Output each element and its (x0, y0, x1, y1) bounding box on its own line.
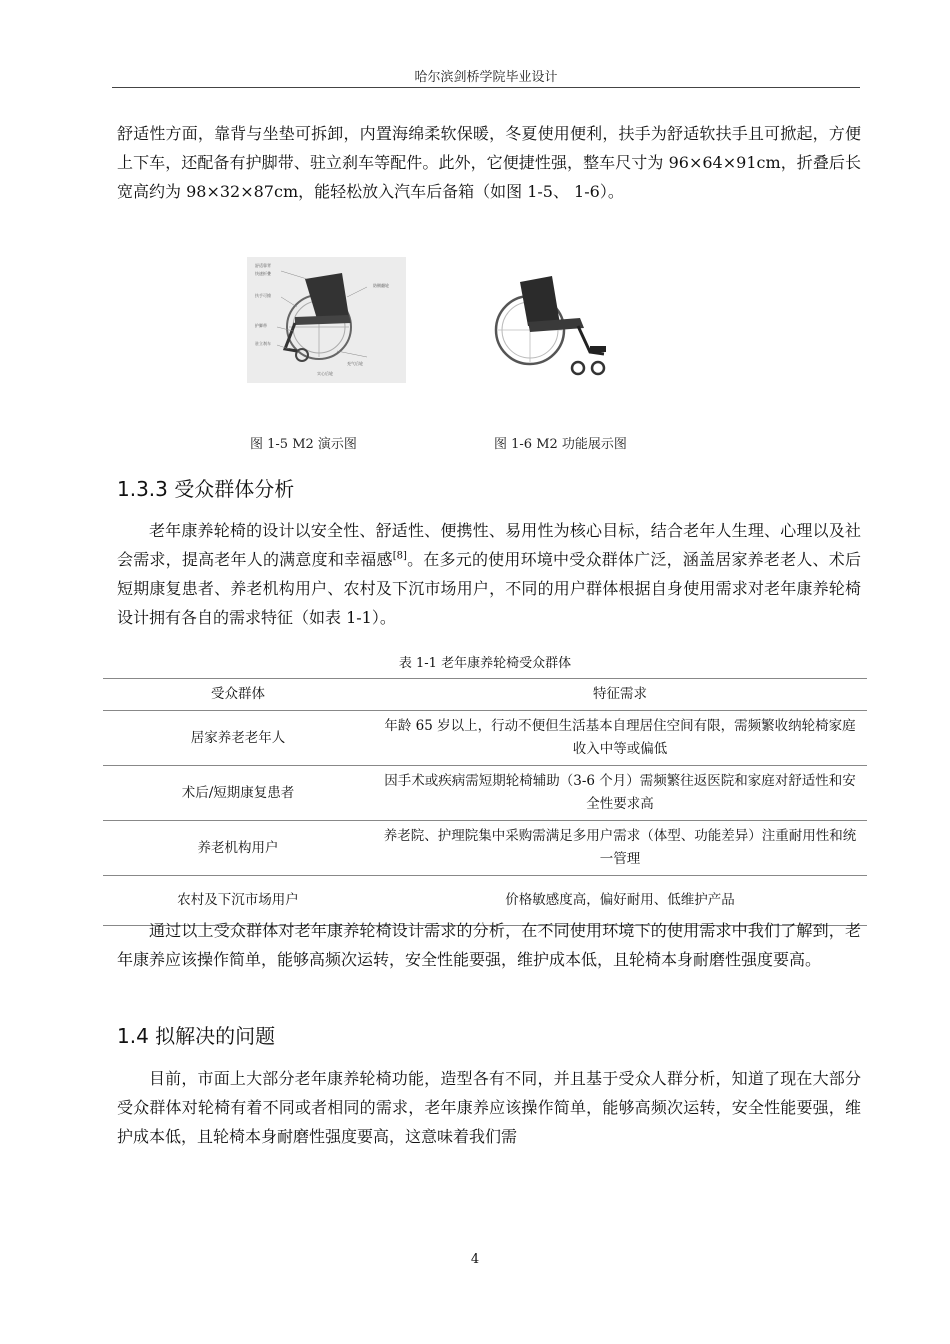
summary-paragraph: 通过以上受众群体对老年康养轮椅设计需求的分析，在不同使用环境下的使用需求中我们了解到，老年康养应该操作简单，能够高频次运转，安全性能要强，维护成本低，且轮椅本身耐磨性强度要高。 (117, 921, 861, 969)
table-row (103, 766, 867, 821)
problem-paragraph: 目前，市面上大部分老年康养轮椅功能，造型各有不同，并且基于受众人群分析，知道了现在大部分受众群体对轮椅有着不同或者相同的需求，老年康养应该操作简单，能够高频次运转，安全性能要强，维护成本低，且轮椅本身耐磨性强度要高，这意味着我们需 (117, 1069, 861, 1146)
table-header-cell: 特征需求 (593, 686, 647, 702)
wheelchair-photo (490, 268, 615, 380)
figure-callout: 驻立刹车 (255, 341, 271, 346)
figure-callout: 快速折叠 (255, 271, 271, 276)
table-cell: 养老院、护理院集中采购需满足多用户需求（体型、功能差异）注重耐用性和统一管理 (383, 828, 857, 867)
citation-ref: [8] (392, 550, 407, 562)
figure-callout: 护脚带 (255, 323, 267, 328)
figure-callout: 防侧翻轮 (373, 283, 389, 288)
table-cell: 价格敏感度高，偏好耐用、低维护产品 (505, 892, 735, 908)
wheelchair-annotated-illustration (247, 257, 406, 383)
table-row (103, 711, 867, 766)
table-header-row (103, 679, 867, 711)
page-header: 哈尔滨剑桥学院毕业设计 (414, 70, 558, 85)
table-header-cell: 受众群体 (211, 686, 265, 702)
figure-callout: 舒适靠背 (255, 263, 271, 268)
figure-1-6-caption: 图 1-6 M2 功能展示图 (494, 437, 627, 452)
figure-callout: 扶手可掀 (255, 293, 271, 298)
table-cell: 居家养老老年人 (190, 729, 286, 746)
section-heading-1-4: 1.4 拟解决的问题 (117, 1024, 276, 1048)
table-cell: 因手术或疾病需短期轮椅辅助（3-6 个月）需频繁往返医院和家庭对舒适性和安全性要求高 (384, 773, 856, 812)
figure-1-5-caption: 图 1-5 M2 演示图 (250, 437, 357, 452)
audience-paragraph: 老年康养轮椅的设计以安全性、舒适性、便携性、易用性为核心目标，结合老年人生理、心理以及社会需求，提高老年人的满意度和幸福感[8]。在多元的使用环境中受众群体广泛，涵盖居家养老老人、术后短期康复患者、养老机构用户、农村及下沉市场用户，不同的用户群体根据自身使用需求对老年康养轮椅设计拥有各自的需求特征（如表 1-1）。 (117, 521, 861, 627)
table-caption: 表 1-1 老年康养轮椅受众群体 (398, 656, 572, 671)
page-number: 4 (470, 1252, 480, 1267)
figure-1-5-image (247, 257, 406, 383)
table-cell: 农村及下沉市场用户 (177, 892, 299, 908)
table-cell: 年龄 65 岁以上，行动不便但生活基本自理居住空间有限，需频繁收纳轮椅家庭收入中等或偏低 (384, 718, 856, 757)
table-cell: 养老机构用户 (197, 839, 279, 856)
table-cell: 术后/短期康复患者 (181, 784, 295, 801)
figure-1-6-image (490, 268, 615, 380)
figure-callout: 实心后轮 (317, 371, 333, 376)
audience-table (103, 678, 867, 926)
table-row (103, 821, 867, 876)
header-rule (112, 87, 860, 88)
figure-callout: 充气后轮 (347, 361, 363, 366)
intro-paragraph: 舒适性方面，靠背与坐垫可拆卸，内置海绵柔软保暖，冬夏使用便利，扶手为舒适软扶手且可掀起，方便上下车，还配备有护脚带、驻立刹车等配件。此外，它便捷性强，整车尺寸为 96×64×91cm，折叠后长宽高约为 98×32×87cm，能轻松放入汽车后备箱（如图 1-5、 1-6）。 (117, 124, 861, 201)
section-heading-1-3-3: 1.3.3 受众群体分析 (117, 477, 295, 501)
